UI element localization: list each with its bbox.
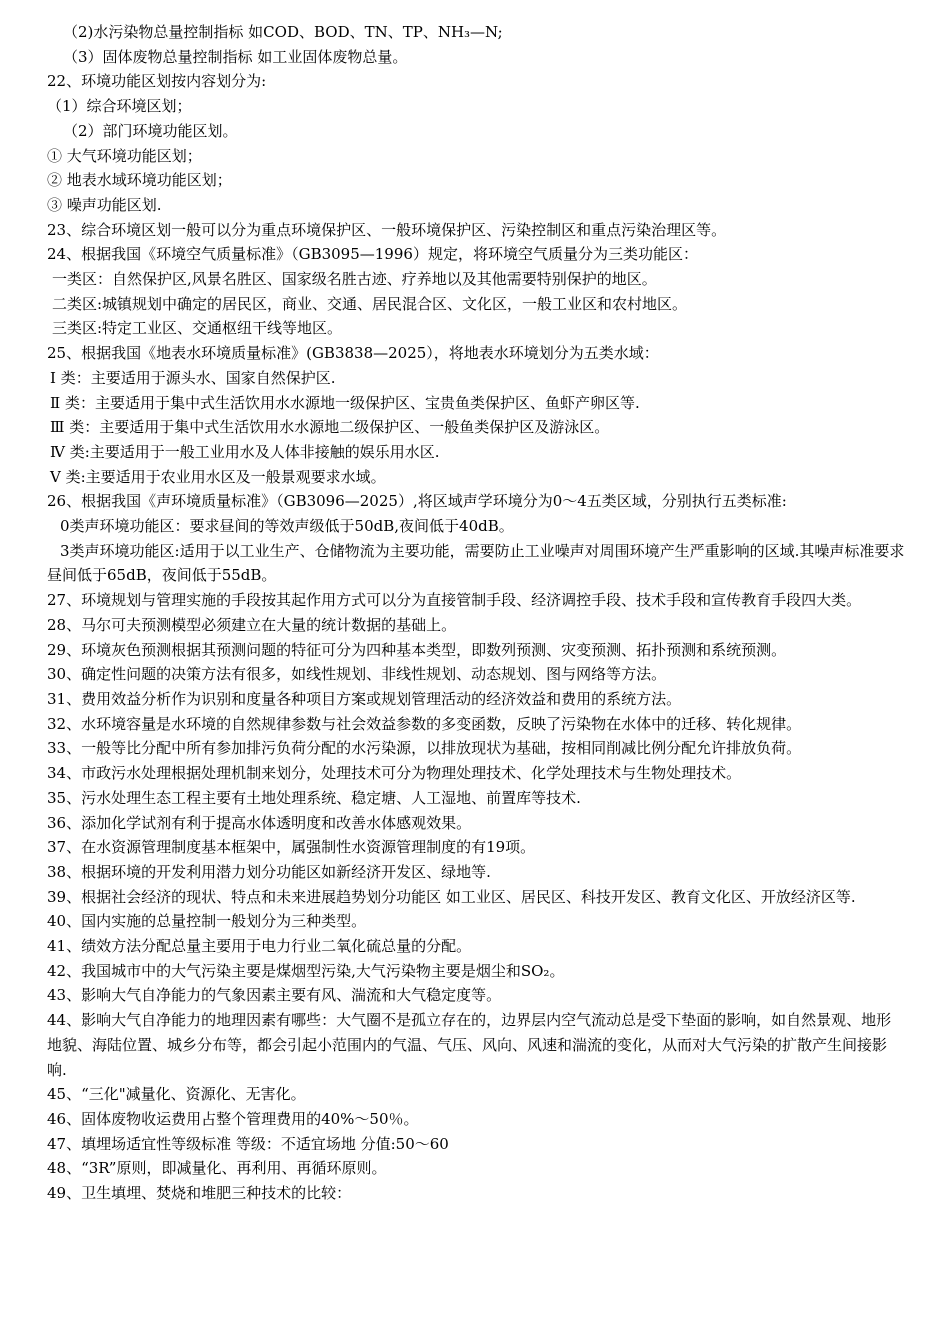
text-line: 22、环境功能区划按内容划分为: [47, 72, 267, 91]
document-page [0, 20, 950, 1206]
text-line: Ⅴ 类:主要适用于农业用水区及一般景观要求水域。 [50, 467, 386, 486]
text-line: 42、我国城市中的大气污染主要是煤烟型污染,大气污染物主要是烟尘和SO₂。 [47, 961, 565, 980]
text-line: 33、一般等比分配中所有参加排污负荷分配的水污染源，以排放现状为基础，按相同削减比例分配允许排放负荷。 [47, 739, 802, 758]
text-paragraph: 44、影响大气自净能力的地理因素有哪些：大气圈不是孤立存在的，边界层内空气流动总是受下垫面的影响，如自然景观、地形地貌、海陆位置、城乡分布等，都会引起小范围内的气温、气压、风向、风速和湍流的变化，从而对大气污染的扩散产生间接影响. [47, 1011, 892, 1079]
text-paragraph: 3类声环境功能区:适用于以工业生产、仓储物流为主要功能，需要防止工业噪声对周围环境产生严重影响的区域.其噪声标准要求昼间低于65dB，夜间低于55dB。 [47, 541, 905, 585]
text-line: 40、国内实施的总量控制一般划分为三种类型。 [47, 912, 367, 931]
text-paragraph: 39、根据社会经济的现状、特点和未来进展趋势划分功能区 如工业区、居民区、科技开发区、教育文化区、开放经济区等. [47, 887, 856, 906]
text-line: （1）综合环境区划； [47, 97, 192, 116]
text-line: Ⅰ 类：主要适用于源头水、国家自然保护区. [50, 368, 336, 387]
text-line: （3）固体废物总量控制指标 如工业固体废物总量。 [63, 47, 408, 66]
text-line: 48、“3R”原则，即减量化、再利用、再循环原则。 [47, 1159, 387, 1178]
text-line: Ⅲ 类：主要适用于集中式生活饮用水水源地二级保护区、一般鱼类保护区及游泳区。 [50, 418, 610, 437]
text-line: 38、根据环境的开发利用潜力划分功能区如新经济开发区、绿地等. [47, 862, 491, 881]
text-line: 一类区：自然保护区,风景名胜区、国家级名胜古迹、疗养地以及其他需要特别保护的地区。 [52, 270, 657, 289]
text-line: ② 地表水域环境功能区划； [47, 171, 232, 190]
text-line: 24、根据我国《环境空气质量标准》（GB3095—1996）规定，将环境空气质量分为三类功能区： [47, 245, 698, 264]
text-line: ③ 噪声功能区划. [47, 195, 162, 214]
text-line: 32、水环境容量是水环境的自然规律参数与社会效益参数的多变函数，反映了污染物在水体中的迁移、转化规律。 [47, 714, 802, 733]
text-line: 37、在水资源管理制度基本框架中，属强制性水资源管理制度的有19项。 [47, 838, 536, 857]
text-line: 45、“三化"减量化、资源化、无害化。 [47, 1085, 306, 1104]
text-line: ① 大气环境功能区划； [47, 146, 202, 165]
text-line: 46、固体废物收运费用占整个管理费用的40%～50％。 [47, 1109, 419, 1128]
text-line: 28、马尔可夫预测模型必须建立在大量的统计数据的基础上。 [47, 615, 457, 634]
text-line: 35、污水处理生态工程主要有土地处理系统、稳定塘、人工湿地、前置库等技术. [47, 788, 581, 807]
text-line: 23、综合环境区划一般可以分为重点环境保护区、一般环境保护区、污染控制区和重点污染治理区等。 [47, 220, 727, 239]
text-line: Ⅳ 类:主要适用于一般工业用水及人体非接触的娱乐用水区. [50, 442, 440, 461]
text-line: 41、绩效方法分配总量主要用于电力行业二氧化硫总量的分配。 [47, 937, 472, 956]
text-line: 43、影响大气自净能力的气象因素主要有风、湍流和大气稳定度等。 [47, 986, 502, 1005]
text-line: 三类区:特定工业区、交通枢纽干线等地区。 [52, 319, 343, 338]
text-line: （2）部门环境功能区划。 [63, 121, 238, 140]
text-line: 47、填埋场适宜性等级标准 等级：不适宜场地 分值:50～60 [47, 1134, 449, 1153]
text-line: 0类声环境功能区：要求昼间的等效声级低于50dB,夜间低于40dB。 [60, 517, 514, 536]
text-line: 30、确定性问题的决策方法有很多，如线性规划、非线性规划、动态规划、图与网络等方法。 [47, 665, 667, 684]
text-line: 36、添加化学试剂有利于提高水体透明度和改善水体感观效果。 [47, 813, 472, 832]
text-paragraph: 27、环境规划与管理实施的手段按其起作用方式可以分为直接管制手段、经济调控手段、技术手段和宣传教育手段四大类。 [47, 591, 862, 610]
text-line: 31、费用效益分析作为识别和度量各种项目方案或规划管理活动的经济效益和费用的系统方法。 [47, 689, 682, 708]
text-line: 二类区:城镇规划中确定的居民区，商业、交通、居民混合区、文化区，一般工业区和农村地区。 [52, 294, 688, 313]
text-line: 34、市政污水处理根据处理机制来划分，处理技术可分为物理处理技术、化学处理技术与生物处理技术。 [47, 764, 742, 783]
text-line: 25、根据我国《地表水环境质量标准》(GB3838—2025），将地表水环境划分为五类水域： [47, 344, 659, 363]
text-line: 26、根据我国《声环境质量标准》（GB3096—2025）,将区域声学环境分为0～4五类区域，分别执行五类标准: [47, 492, 787, 511]
text-line: Ⅱ 类：主要适用于集中式生活饮用水水源地一级保护区、宝贵鱼类保护区、鱼虾产卵区等. [50, 393, 640, 412]
text-line: （2)水污染物总量控制指标 如COD、BOD、TN、TP、NH₃—N; [63, 23, 503, 41]
text-line: 49、卫生填埋、焚烧和堆肥三种技术的比较： [47, 1184, 352, 1203]
text-line: 29、环境灰色预测根据其预测问题的特征可分为四种基本类型，即数列预测、灾变预测、拓扑预测和系统预测。 [47, 640, 787, 659]
